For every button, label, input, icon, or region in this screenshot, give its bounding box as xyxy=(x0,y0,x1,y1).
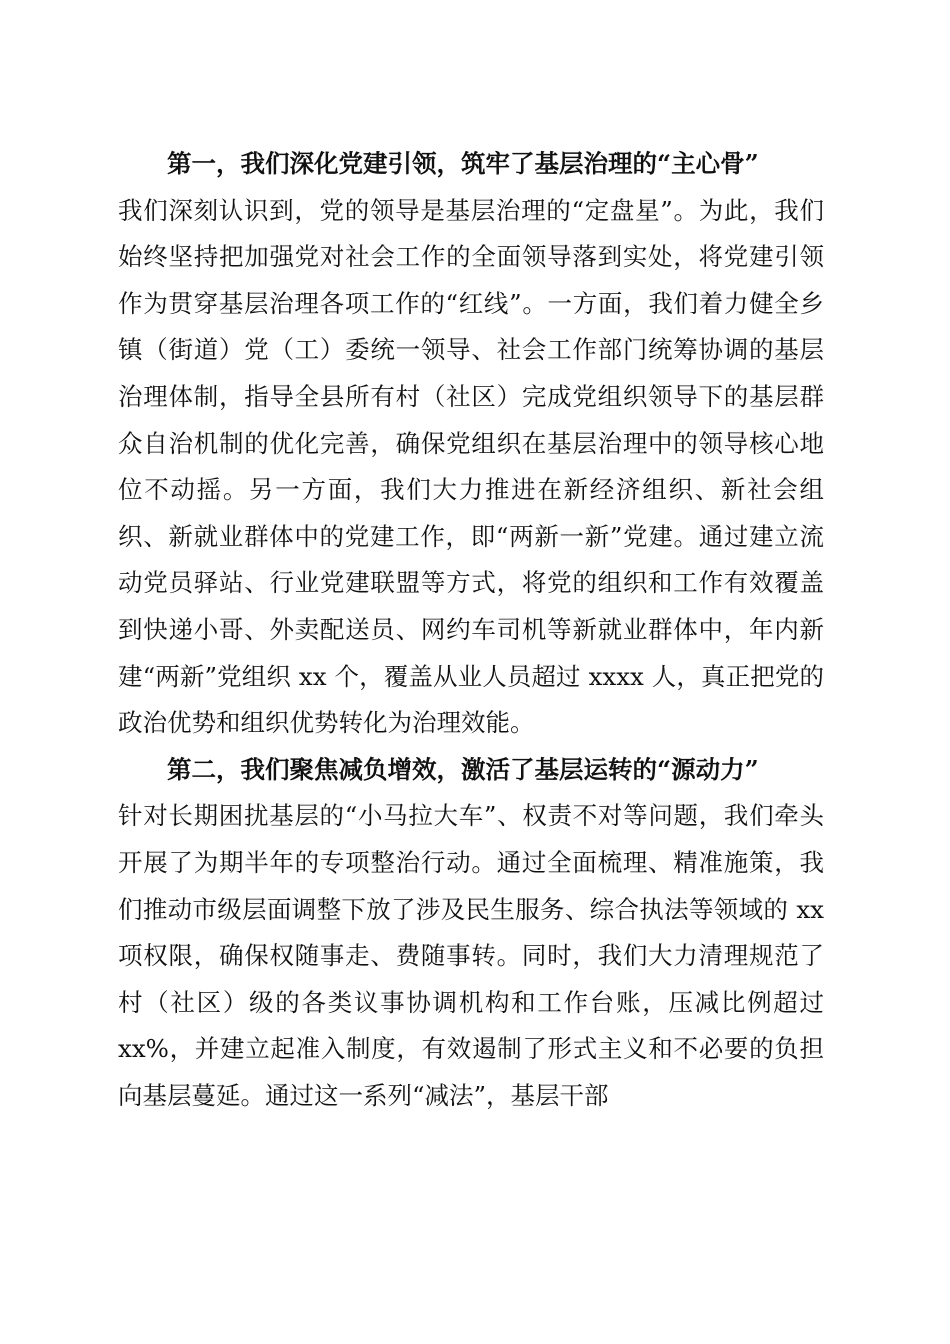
paragraph-2-body: 针对长期困扰基层的“小马拉大车”、权责不对等问题，我们牵头开展了为期半年的专项整治行动。通过全面梳理、精准施策，我们推动市级层面调整下放了涉及民生服务、综合执法等领域的 xx 项权限，确保权随事走、费随事转。同时，我们大力清理规范了村（社区）级的各类议事协调机构和工作台账，压减比例超过 xx%，并建立起准入制度，有效遏制了形式主义和不必要的负担向基层蔓延。通过这一系列“减法”，基层干部 xyxy=(118,801,824,1110)
paragraph-2-heading: 第二，我们聚焦减负增效，激活了基层运转的“源动力” xyxy=(167,754,759,784)
paragraph-1-heading: 第一，我们深化党建引领，筑牢了基层治理的“主心骨” xyxy=(167,149,759,178)
paragraph-1-body: 我们深刻认识到，党的领导是基层治理的“定盘星”。为此，我们始终坚持把加强党对社会工作的全面领导落到实处，将党建引领作为贯穿基层治理各项工作的“红线”。一方面，我们着力健全乡镇（街道）党（工）委统一领导、社会工作部门统筹协调的基层治理体制，指导全县所有村（社区）完成党组织领导下的基层群众自治机制的优化完善，确保党组织在基层治理中的领导核心地位不动摇。另一方面，我们大力推进在新经济组织、新社会组织、新就业群体中的党建工作，即“两新一新”党建。通过建立流动党员驿站、行业党建联盟等方式，将党的组织和工作有效覆盖到快递小哥、外卖配送员、网约车司机等新就业群体中，年内新建“两新”党组织 xx 个，覆盖从业人员超过 xxxx 人，真正把党的政治优势和组织优势转化为治理效能。 xyxy=(118,195,824,738)
document-body xyxy=(118,141,824,1119)
paragraph-2 xyxy=(118,747,824,1120)
paragraph-1 xyxy=(118,141,824,747)
